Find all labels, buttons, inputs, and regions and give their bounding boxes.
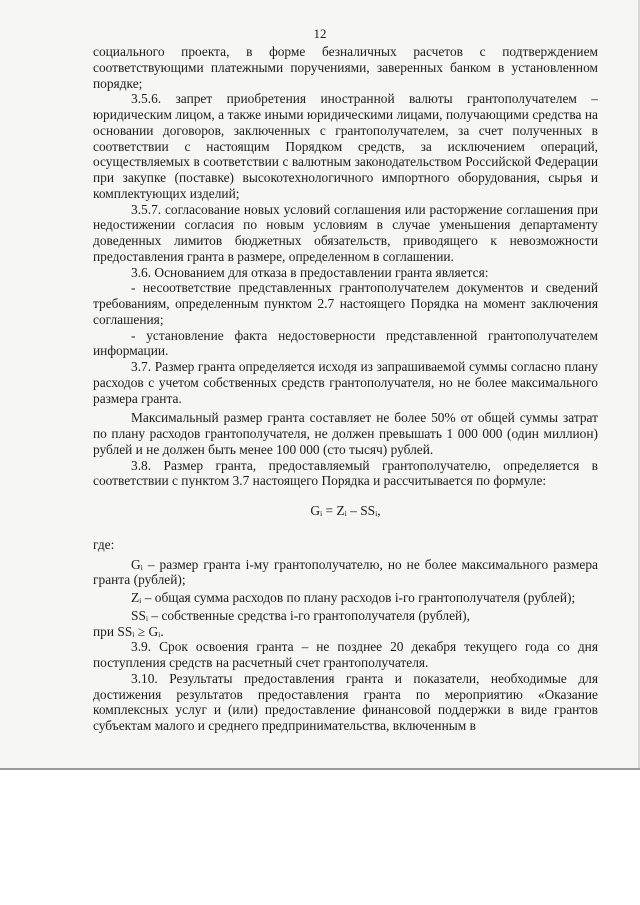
paragraph-3-5-5-continuation: социального проекта, в форме безналичных расчетов с подтверждением соответствующими платежными поручениями, заверенных банком в установленном порядке;: [93, 44, 598, 91]
paragraph-max-grant: Максимальный размер гранта составляет не более 50% от общей суммы затрат по плану расходов грантополучателя, не должен превышать 1 000 000 (один миллион) рублей и не должен быть менее 100 000 (сто тысяч) рублей.: [93, 410, 598, 457]
paragraph-3-9: 3.9. Срок освоения гранта – не позднее 20 декабря текущего года со дня поступления средств на расчетный счет грантополучателя.: [93, 639, 598, 670]
page-number: 12: [313, 26, 327, 41]
formula-where-label: где:: [93, 536, 115, 552]
paragraph-3-5-7: 3.5.7. согласование новых условий соглашения или расторжение соглашения при недостижении согласия по новым условиям в случае уменьшения департаменту доведенных лимитов бюджетных обязательств, приводящего к невозможности предоставления гранта в размере, определенном в соглашении.: [93, 201, 598, 264]
paragraph-3-6: 3.6. Основанием для отказа в предоставлении гранта является:: [131, 264, 489, 280]
grant-formula: Gᵢ = Zᵢ – SSᵢ,: [310, 503, 381, 518]
paragraph-3-7: 3.7. Размер гранта определяется исходя из запрашиваемой суммы согласно плану расходов с учетом собственных средств грантополучателя, но не более максимального размера гранта.: [93, 359, 598, 406]
list-item-refusal-1: - несоответствие представленных грантополучателем документов и сведений требованиям, определенным пунктом 2.7 настоящего Порядка на момент заключения соглашения;: [93, 280, 598, 327]
paragraph-3-5-6: 3.5.6. запрет приобретения иностранной валюты грантополучателем – юридическим лицом, а также иными юридическими лицами, получающими средства на основании договоров, заключенных с грантополучателем, за счет полученных в соответствии с настоящим Порядком средств, за исключением операций, осуществляемых в соответствии с валютным законодательством Российской Федерации при закупке (поставке) высокотехнологичного импортного оборудования, сырья и комплектующих изделий;: [93, 91, 598, 201]
formula-def-ss: SSᵢ – собственные средства i-го грантополучателя (рублей),: [131, 607, 470, 623]
paragraph-3-10: 3.10. Результаты предоставления гранта и показатели, необходимые для достижения результатов предоставления гранта по мероприятию «Оказание комплексных услуг и (или) предоставление финансовой поддержки в виде грантов субъектам малого и среднего предпринимательства, включенным в: [93, 670, 598, 733]
list-item-refusal-2: - установление факта недостоверности представленной грантополучателем информации.: [93, 327, 598, 359]
formula-def-z: Zᵢ – общая сумма расходов по плану расходов i-го грантополучателя (рублей);: [131, 590, 576, 605]
paragraph-3-8: 3.8. Размер гранта, предоставляемый грантополучателю, определяется в соответствии с пунктом 3.7 настоящего Порядка и рассчитывается по формуле:: [93, 457, 598, 489]
formula-condition: при SSᵢ ≥ Gᵢ.: [93, 623, 164, 639]
formula-def-g: Gᵢ – размер гранта i-му грантополучателю, но не более максимального размера гранта (рублей);: [93, 556, 598, 588]
document-body: [93, 44, 598, 734]
scan-edge-bottom: [0, 768, 640, 770]
